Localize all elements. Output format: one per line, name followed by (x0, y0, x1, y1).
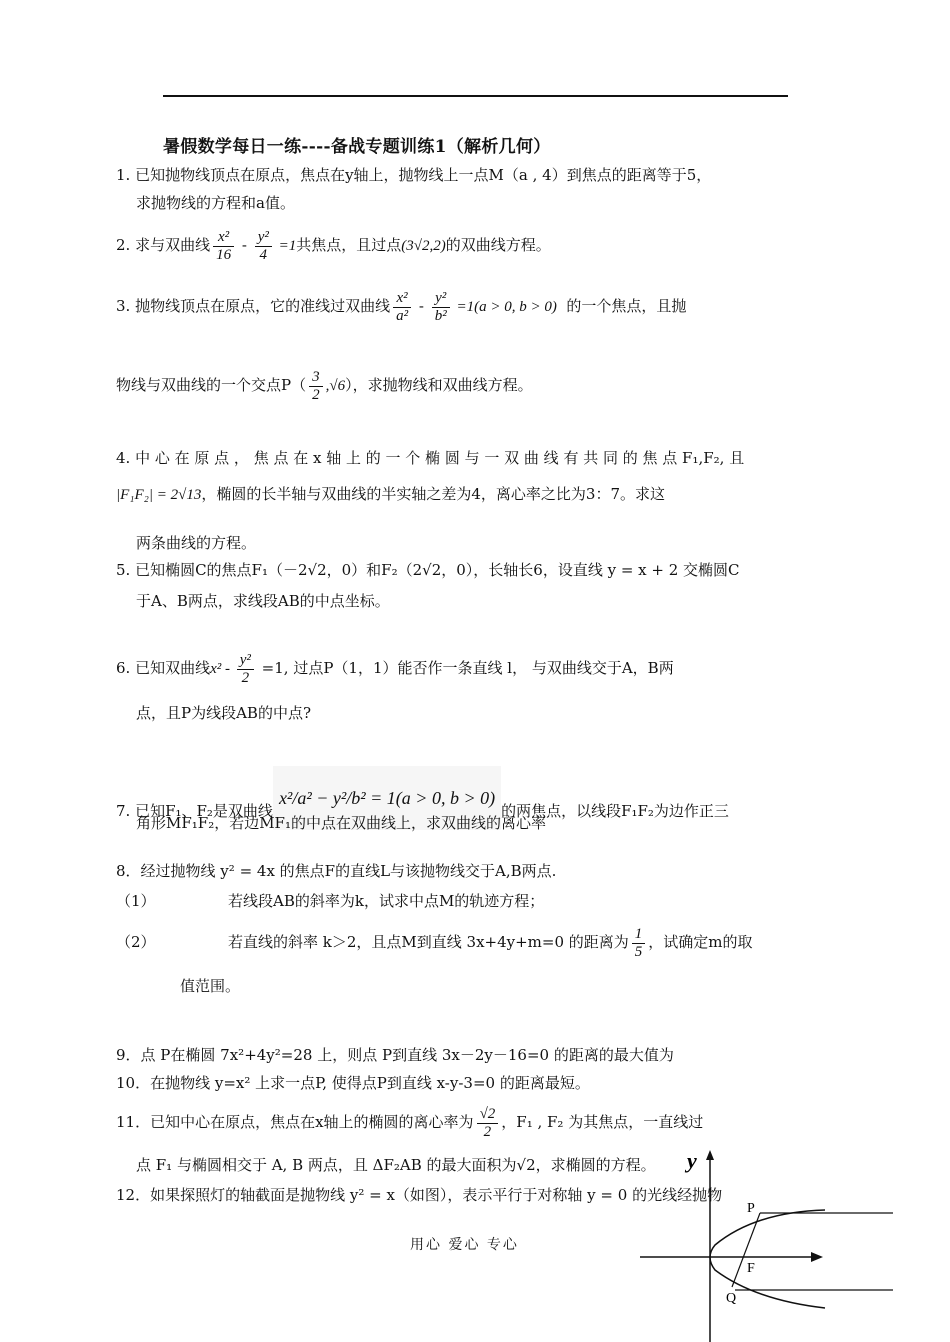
question-1-line-1: 1. 已知抛物线顶点在原点，焦点在y轴上，抛物线上一点M（a , 4）到焦点的距离等于5， (116, 166, 712, 184)
equation-image: x²/a² − y²/b² = 1(a > 0, b > 0) (273, 766, 501, 830)
fraction: $\frac{\text{y²}}{2}$ (237, 652, 254, 687)
question-8-sub-2-line-2: 值范围。 (180, 977, 241, 995)
question-3-line-2: 物线与双曲线的一个交点P（ $\frac{3}{2}$ ,√6），求抛物线和双曲线方程。 (116, 368, 533, 403)
question-4-line-2: |F₁F₂| = 2√13，椭圆的长半轴与双曲线的半实轴之差为4，离心率之比为3：7。求这 (116, 485, 665, 503)
question-8-sub-2: （2） 若直线的斜率 k＞2，且点M到直线 3x+4y+m=0 的距离为 $\frac{1}{5}$ ，试确定m的取 (116, 925, 753, 960)
focal-chord (732, 1213, 760, 1287)
question-4-line-1: 4. 中 心 在 原 点 ， 焦 点 在 x 轴 上 的 一 个 椭 圆 与 一 双 曲 线 有 共 同 的 焦 点 F₁,F₂, 且 (116, 449, 745, 467)
question-2: 2. 求与双曲线 $\frac{\text{x²}}{16}$ - $\frac{\text{y²}}{4}$ =1共焦点，且过点(3√2,2)的双曲线方程。 (116, 228, 551, 263)
question-5-line-2: 于A、B两点，求线段AB的中点坐标。 (136, 592, 390, 610)
question-8-line-1: 8．经过抛物线 y² = 4x 的焦点F的直线L与该抛物线交于A,B两点. (116, 862, 557, 880)
p-label: P (747, 1201, 755, 1216)
parabola-figure (635, 1150, 895, 1342)
header-rule (163, 95, 788, 97)
question-1-line-2: 求抛物线的方程和a值。 (136, 194, 295, 212)
y-axis-arrow (706, 1150, 714, 1160)
page-footer: 用心 爱心 专心 (410, 1237, 519, 1253)
question-6-line-1: 6. 已知双曲线x² - $\frac{\text{y²}}{2}$ =1, 过点P（1，1）能否作一条直线 l， 与双曲线交于A，B两 (116, 651, 674, 686)
f-label: F (747, 1261, 755, 1276)
question-12: 12．如果探照灯的轴截面是抛物线 y² = x（如图），表示平行于对称轴 y = 0 的光线经抛物 (116, 1186, 723, 1204)
question-4-line-3: 两条曲线的方程。 (136, 534, 257, 552)
y-label: y (687, 1150, 697, 1173)
fraction: $\frac{3}{2}$ (309, 369, 323, 404)
question-8-sub-1: （1） 若线段AB的斜率为k，试求中点M的轨迹方程； (116, 892, 545, 910)
question-11-line-1: 11．已知中心在原点，焦点在x轴上的椭圆的离心率为 $\frac{√2}{2}$ ，F₁ , F₂ 为其焦点，一直线过 (116, 1105, 704, 1140)
fraction: $\frac{\text{x²}}{16}$ (213, 229, 234, 264)
question-7-line-1: 7. 已知F₁、F₂是双曲线x²/a² − y²/b² = 1(a > 0, b > 0)的两焦点，以线段F₁F₂为边作正三 (116, 766, 836, 841)
q-label: Q (726, 1291, 737, 1306)
fraction: $\frac{\text{y²}}{4}$ (255, 229, 272, 264)
question-11-line-2: 点 F₁ 与椭圆相交于 A, B 两点，且 ΔF₂AB 的最大面积为√2，求椭圆的方程。 (136, 1156, 656, 1174)
fraction: $\frac{1}{5}$ (632, 926, 646, 961)
question-9: 9．点 P在椭圆 7x²+4y²=28 上，则点 P到直线 3x－2y－16=0 的距离的最大值为 (116, 1046, 674, 1064)
x-axis-arrow (811, 1252, 823, 1262)
question-3-line-1: 3. 抛物线顶点在原点，它的准线过双曲线 $\frac{\text{x²}}{\text{a²}}$ - $\frac{\text{y²}}{\text{b²}}$ =1(a > 0, b > 0) 的一个焦点，且抛 (116, 289, 687, 324)
question-10: 10．在抛物线 y=x² 上求一点P, 使得点P到直线 x-y-3=0 的距离最短。 (116, 1074, 590, 1092)
page-title: 暑假数学每日一练----备战专题训练1（解析几何） (163, 137, 551, 157)
fraction: $\frac{√2}{2}$ (477, 1106, 499, 1141)
question-7-line-2: 角形MF₁F₂，若边MF₁的中点在双曲线上，求双曲线的离心率 (136, 814, 546, 832)
fraction: $\frac{\text{y²}}{\text{b²}}$ (432, 290, 450, 325)
question-6-line-2: 点，且P为线段AB的中点? (136, 704, 311, 722)
question-5-line-1: 5. 已知椭圆C的焦点F₁（－2√2，0）和F₂（2√2，0），长轴长6，设直线 y = x + 2 交椭圆C (116, 561, 740, 579)
fraction: $\frac{\text{x²}}{\text{a²}}$ (393, 290, 411, 325)
